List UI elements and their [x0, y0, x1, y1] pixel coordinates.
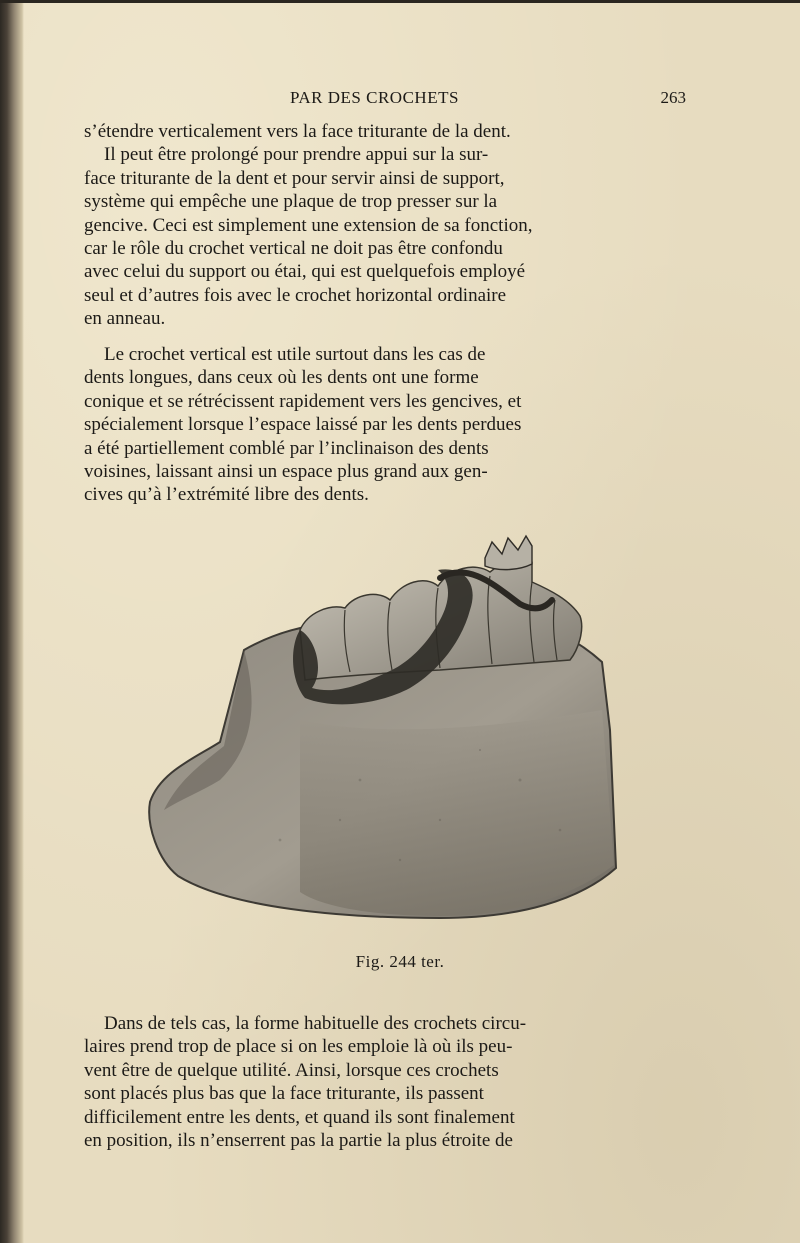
text-line: gencive. Ceci est simplement une extension de sa fonction,: [84, 214, 533, 236]
text-line: Le crochet vertical est utile surtout dans les cas de: [104, 344, 486, 365]
text-line: système qui empêche une plaque de trop presser sur la: [84, 191, 498, 213]
page-header: [84, 88, 686, 114]
dental-cast-illustration: [140, 520, 630, 930]
text-line: sont placés plus bas que la face triturante, ils passent: [84, 1083, 484, 1105]
running-title: PAR DES CROCHETS: [290, 88, 459, 107]
text-line: a été partiellement comblé par l’inclinaison des dents: [84, 437, 489, 459]
dental-model-figure: [140, 520, 630, 930]
paragraph-2: [84, 343, 684, 507]
text-line: spécialement lorsque l’espace laissé par les dents perdues: [84, 414, 522, 436]
text-line: difficilement entre les dents, et quand ils sont finalement: [84, 1106, 515, 1128]
text-line: s’étendre verticalement vers la face triturante de la dent.: [84, 121, 511, 142]
text-line: car le rôle du crochet vertical ne doit pas être confondu: [84, 238, 503, 260]
paragraph-1: [84, 120, 684, 331]
text-line: laires prend trop de place si on les emploie là où ils peu-: [84, 1036, 513, 1058]
text-line: seul et d’autres fois avec le crochet horizontal ordinaire: [84, 284, 507, 306]
text-line: cives qu’à l’extrémité libre des dents.: [84, 484, 369, 506]
text-line: voisines, laissant ainsi un espace plus grand aux gen-: [84, 461, 488, 483]
text-line: en position, ils n’enserrent pas la partie la plus étroite de: [84, 1130, 513, 1152]
text-line: face triturante de la dent et pour servir ainsi de support,: [84, 167, 505, 189]
book-binding-edge: [0, 0, 24, 1243]
page-top-edge: [0, 0, 800, 3]
text-line: vent être de quelque utilité. Ainsi, lorsque ces crochets: [84, 1059, 499, 1081]
paragraph-3: [84, 1012, 684, 1152]
page-number: 263: [660, 88, 686, 107]
text-line: Il peut être prolongé pour prendre appui sur la sur-: [104, 144, 489, 166]
text-line: conique et se rétrécissent rapidement vers les gencives, et: [84, 390, 522, 412]
text-line: Dans de tels cas, la forme habituelle des crochets circu-: [104, 1013, 527, 1034]
text-line: avec celui du support ou étai, qui est quelquefois employé: [84, 261, 526, 283]
text-line: en anneau.: [84, 308, 166, 330]
figure-caption: Fig. 244 ter.: [355, 952, 445, 971]
text-line: dents longues, dans ceux où les dents ont une forme: [84, 367, 479, 389]
